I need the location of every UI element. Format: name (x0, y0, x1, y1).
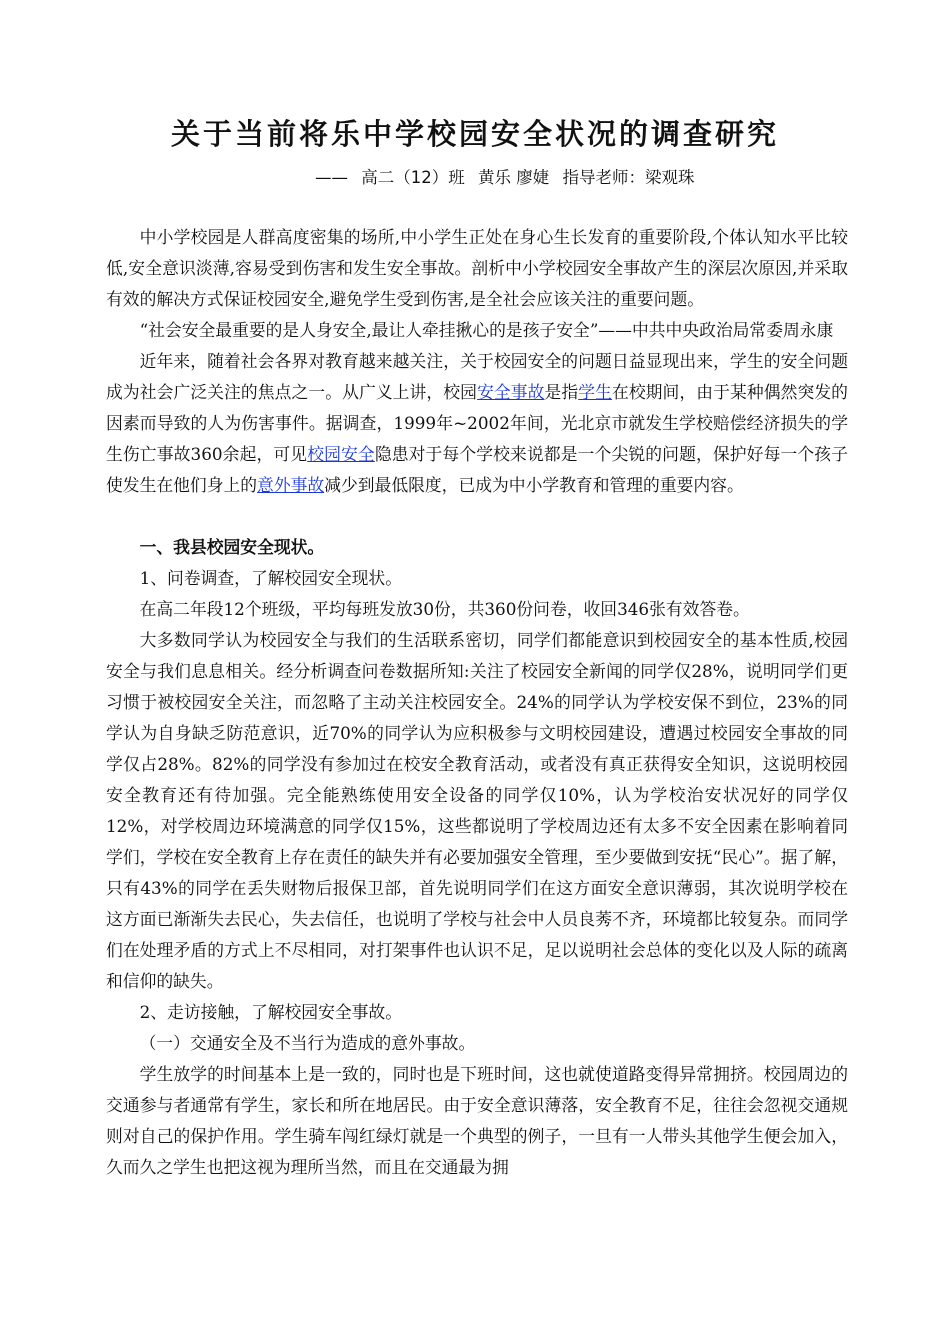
subsection-survey: 1、问卷调查，了解校园安全现状。 (139, 568, 402, 588)
link-accident[interactable]: 意外事故 (257, 475, 325, 495)
paragraph-traffic: 学生放学的时间基本上是一致的，同时也是下班时间，这也就使道路变得异常拥挤。校园周边的交通参与者通常有学生，家长和所在地居民。由于安全意识薄落，安全教育不足，往往会忽视交通规则对自己的保护作用。学生骑车闯红绿灯就是一个典型的例子，一旦有一人带头其他学生便会加入，久而久之学生也把这视为理所当然，而且在交通最为拥 (106, 1064, 848, 1177)
paragraph-survey-method: 在高二年段12个班级，平均每班发放30份，共360份问卷，收回346张有效答卷。 (139, 599, 750, 619)
byline-authors: 黄乐 廖婕 (478, 168, 550, 187)
section-heading: 一、我县校园安全现状。 (139, 537, 325, 557)
text-run: 减少到最低限度，已成为中小学教育和管理的重要内容。 (324, 475, 744, 495)
link-student[interactable]: 学生 (578, 382, 612, 402)
paragraph-survey-results: 大多数同学认为校园安全与我们的生活联系密切，同学们都能意识到校园安全的基本性质,校园安全与我们息息相关。经分析调查问卷数据所知:关注了校园安全新闻的同学仅28%，说明同学们更习惯于被校园安全关注，而忽略了主动关注校园安全。24%的同学认为学校安保不到位，23%的同学认为自身缺乏防范意识，近70%的同学认为应积极参与文明校园建设，遭遇过校园安全事故的同学仅占28%。82%的同学没有参加过在校安全教育活动，或者没有真正获得安全知识，这说明校园安全教育还有待加强。完全能熟练使用安全设备的同学仅10%，认为学校治安状况好的同学仅12%，对学校周边环境满意的同学仅15%，这些都说明了学校周边还有太多不安全因素在影响着同学们，学校在安全教育上存在责任的缺失并有必要加强安全管理，至少要做到安抚“民心”。据了解，只有43%的同学在丢失财物后报保卫部，首先说明同学们在这方面安全意识薄弱，其次说明学校在这方面已渐渐失去民心，失去信任，也说明了学校与社会中人员良莠不齐，环境都比较复杂。而同学们在处理矛盾的方式上不尽相同，对打架事件也认识不足，足以说明社会总体的变化以及人际的疏离和信仰的缺失。 (106, 630, 848, 991)
link-safety-accident[interactable]: 安全事故 (477, 382, 545, 402)
text-run: 隐患对于每个学校来说都是一个尖锐的问题，保护好每一个孩子使发生在他们身上的 (106, 444, 848, 495)
document-body (106, 222, 848, 1183)
document-title: 关于当前将乐中学校园安全状况的调查研究 (170, 117, 779, 151)
link-campus-safety[interactable]: 校园安全 (307, 444, 375, 464)
byline-class: 高二（12）班 (361, 168, 465, 187)
text-run: 在校期间，由于某种偶然突发的因素而导致的人为伤害事件。据调查，1999年~2002年间，光北京市就发生学校赔偿经济损失的学生伤亡事故360余起，可见 (106, 382, 848, 464)
paragraph-background (106, 346, 848, 501)
byline-advisor: 指导老师：梁观珠 (562, 168, 695, 187)
paragraph-quote: “社会安全最重要的是人身安全,最让人牵挂揪心的是孩子安全”——中共中央政治局常委周永康 (139, 320, 834, 340)
subsection-traffic: （一）交通安全及不当行为造成的意外事故。 (139, 1033, 476, 1053)
subsection-interviews: 2、走访接触，了解校园安全事故。 (139, 1002, 402, 1022)
paragraph-intro: 中小学校园是人群高度密集的场所,中小学生正处在身心生长发育的重要阶段,个体认知水平比较低,安全意识淡薄,容易受到伤害和发生安全事故。剖析中小学校园安全事故产生的深层次原因,并采取有效的解决方式保证校园安全,避免学生受到伤害,是全社会应该关注的重要问题。 (106, 227, 848, 309)
byline-dash: —— (315, 168, 348, 187)
text-run: 近年来，随着社会各界对教育越来越关注，关于校园安全的问题日益显现出来，学生的安全问题成为社会广泛关注的焦点之一。从广义上讲，校园 (106, 351, 848, 402)
byline (315, 166, 703, 190)
text-run: 是指 (544, 382, 579, 402)
